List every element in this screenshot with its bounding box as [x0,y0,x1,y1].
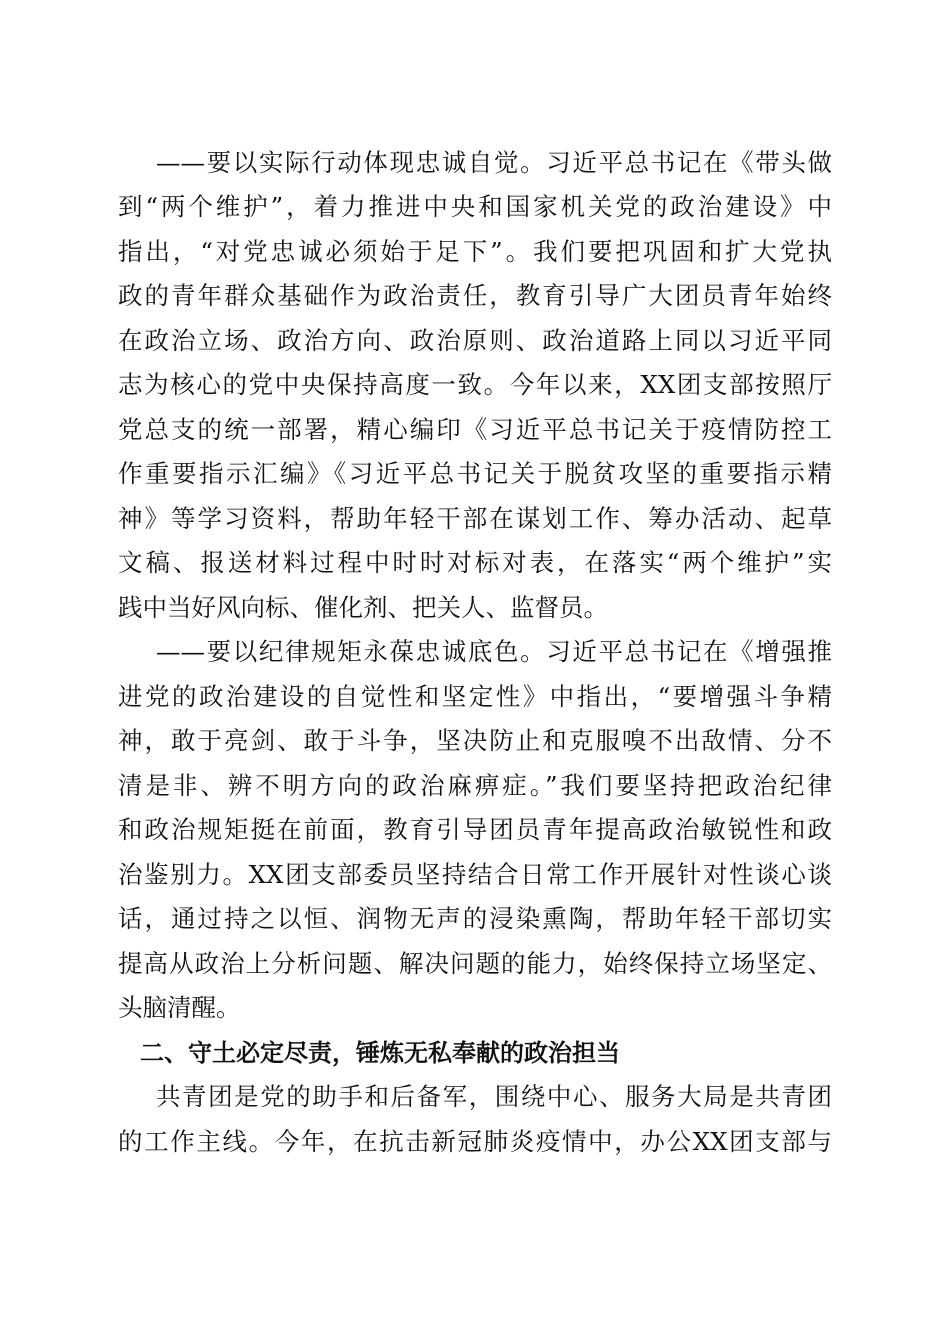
paragraph-2-line-3: 神，敢于亮剑、敢于斗争，坚决防止和克服嗅不出敌情、分不 [118,726,832,755]
paragraph-1-line-11: 践中当好风向标、催化剂、把关人、监督员。 [118,593,608,622]
paragraph-1-line-9: 神》等学习资料，帮助年轻干部在谋划工作、筹办活动、起草 [118,504,832,533]
paragraph-3-line-1: 共青团是党的助手和后备军，围绕中心、服务大局是共青团 [156,1082,832,1111]
paragraph-1-line-4: 政的青年群众基础作为政治责任，教育引导广大团员青年始终 [118,281,832,310]
paragraph-1-line-1: ——要以实际行动体现忠诚自觉。习近平总书记在《带头做 [156,148,832,177]
paragraph-2-line-2: 进党的政治建设的自觉性和坚定性》中指出，“要增强斗争精 [118,682,832,711]
paragraph-1-line-2: 到“两个维护”，着力推进中央和国家机关党的政治建设》中 [118,192,832,221]
paragraph-2-line-6: 治鉴别力。XX团支部委员坚持结合日常工作开展针对性谈心谈 [118,860,832,889]
paragraph-2-line-9: 头脑清醒。 [118,993,241,1022]
paragraph-1-line-8: 作重要指示汇编》《习近平总书记关于脱贫攻坚的重要指示精 [118,459,832,488]
paragraph-2-line-7: 话，通过持之以恒、润物无声的浸染熏陶，帮助年轻干部切实 [118,904,832,933]
paragraph-1-line-5: 在政治立场、政治方向、政治原则、政治道路上同以习近平同 [118,326,832,355]
paragraph-1-line-3: 指出，“对党忠诚必须始于足下”。我们要把巩固和扩大党执 [118,237,832,266]
paragraph-1-line-7: 党总支的统一部署，精心编印《习近平总书记关于疫情防控工 [118,415,832,444]
paragraph-2-line-1: ——要以纪律规矩永葆忠诚底色。习近平总书记在《增强推 [156,637,832,666]
paragraph-1-line-10: 文稿、报送材料过程中时时对标对表，在落实“两个维护”实 [118,548,832,577]
paragraph-2-line-4: 清是非、辨不明方向的政治麻痹症。”我们要坚持把政治纪律 [118,771,832,800]
paragraph-1-line-6: 志为核心的党中央保持高度一致。今年以来，XX团支部按照厅 [118,370,832,399]
paragraph-2-line-8: 提高从政治上分析问题、解决问题的能力，始终保持立场坚定、 [118,949,832,978]
paragraph-3-line-2: 的工作主线。今年，在抗击新冠肺炎疫情中，办公XX团支部与 [118,1127,832,1156]
section-heading: 二、守土必定尽责，锤炼无私奉献的政治担当 [140,1039,620,1067]
paragraph-2-line-5: 和政治规矩挺在前面，教育引导团员青年提高政治敏锐性和政 [118,815,832,844]
